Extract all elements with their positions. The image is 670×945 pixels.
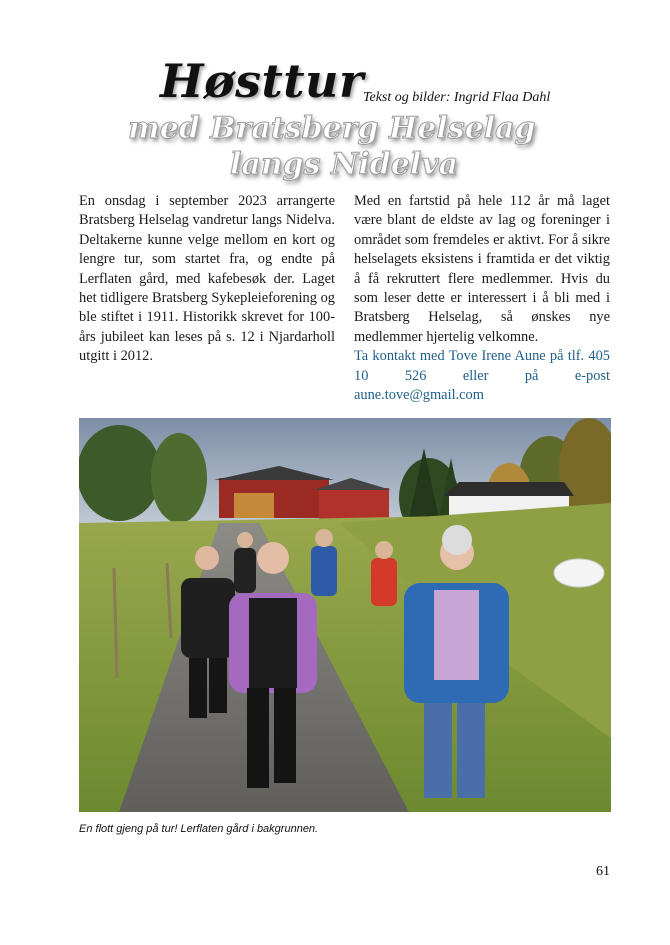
article-subtitle-line1: med Bratsberg Helselag bbox=[128, 111, 536, 146]
body-paragraph-right: Med en fartstid på hele 112 år må laget være blant de eldste av lag og foreninger i området som fremdeles er aktivt. For å sikre helselagets eksistens i framtida er det viktig å få rekruttert flere medlemmer. Hvis du som leser dette er interessert i å bli med i Bratsberg Helselag, så ønskes nye medlemmer hjertelig velkomne. bbox=[354, 193, 610, 345]
article-subtitle-line2: langs Nidelva bbox=[230, 147, 459, 182]
page-number: 61 bbox=[596, 864, 610, 879]
contact-info: Ta kontakt med Tove Irene Aune på tlf. 405 10 526 eller på e-post aune.tove@gmail.com bbox=[354, 348, 610, 404]
body-column-left bbox=[79, 192, 335, 367]
photo-caption: En flott gjeng på tur! Lerflaten gård i bakgrunnen. bbox=[79, 823, 319, 835]
body-paragraph-left: En onsdag i september 2023 arrangerte Bratsberg Helselag vandretur langs Nidelva. Deltakerne kunne velge mellom en kort og lengre tur, som startet fra, og endte på Lerflaten gård, med kafebesøk der. Laget het tidligere Bratsberg Sykepleieforening og ble stiftet i 1911. Historikk skrevet for 100-års jubileet kan leses på s. 12 i Njardarholl utgitt i 2012. bbox=[79, 193, 335, 365]
byline: Tekst og bilder: Ingrid Flaa Dahl bbox=[363, 90, 551, 105]
article-title: Høsttur bbox=[160, 54, 364, 108]
body-column-right bbox=[354, 192, 610, 405]
hikers-photo bbox=[79, 418, 611, 812]
